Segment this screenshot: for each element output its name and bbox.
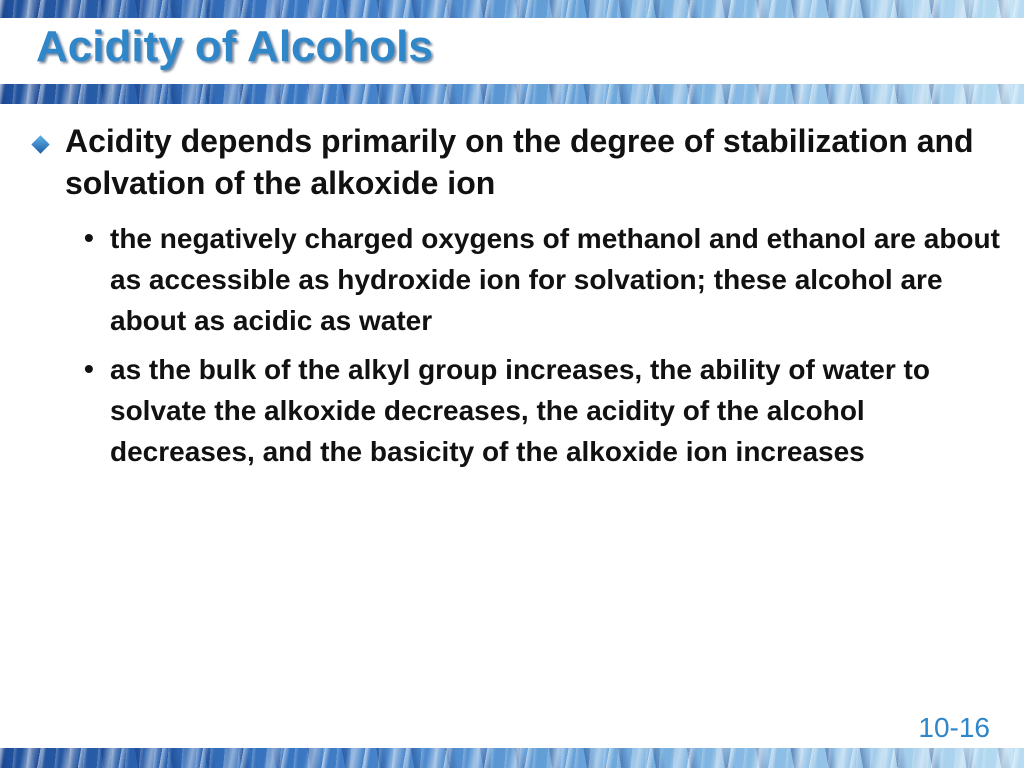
- page-number: 10-16: [918, 712, 990, 743]
- main-bullet-text: Acidity depends primarily on the degree of stabilization and solvation of the alkoxide ion: [65, 123, 974, 201]
- sub-bullet-text: the negatively charged oxygens of methanol and ethanol are about as accessible as hydroxide ion for solvation; these alcohol are about as acidic as water: [110, 223, 1000, 336]
- main-bullet-item: [28, 120, 1003, 204]
- bullet-dot-icon: •: [84, 353, 94, 384]
- sub-bullet-list: [78, 218, 1003, 472]
- sub-bullet-item: [78, 218, 1003, 341]
- sub-bullet-text: as the bulk of the alkyl group increases, the ability of water to solvate the alkoxide decreases, the acidity of the alcohol decreases, and the basicity of the alkoxide ion increases: [110, 354, 930, 467]
- bullet-dot-icon: •: [84, 222, 94, 253]
- slide-content: [28, 120, 1003, 480]
- bottom-decorative-band: [0, 748, 1024, 768]
- title-underline-band: [0, 84, 1024, 104]
- sub-bullet-item: [78, 349, 1003, 472]
- top-decorative-band: [0, 0, 1024, 18]
- slide-title: Acidity of Alcohols: [36, 22, 433, 71]
- diamond-bullet-icon: [31, 135, 49, 153]
